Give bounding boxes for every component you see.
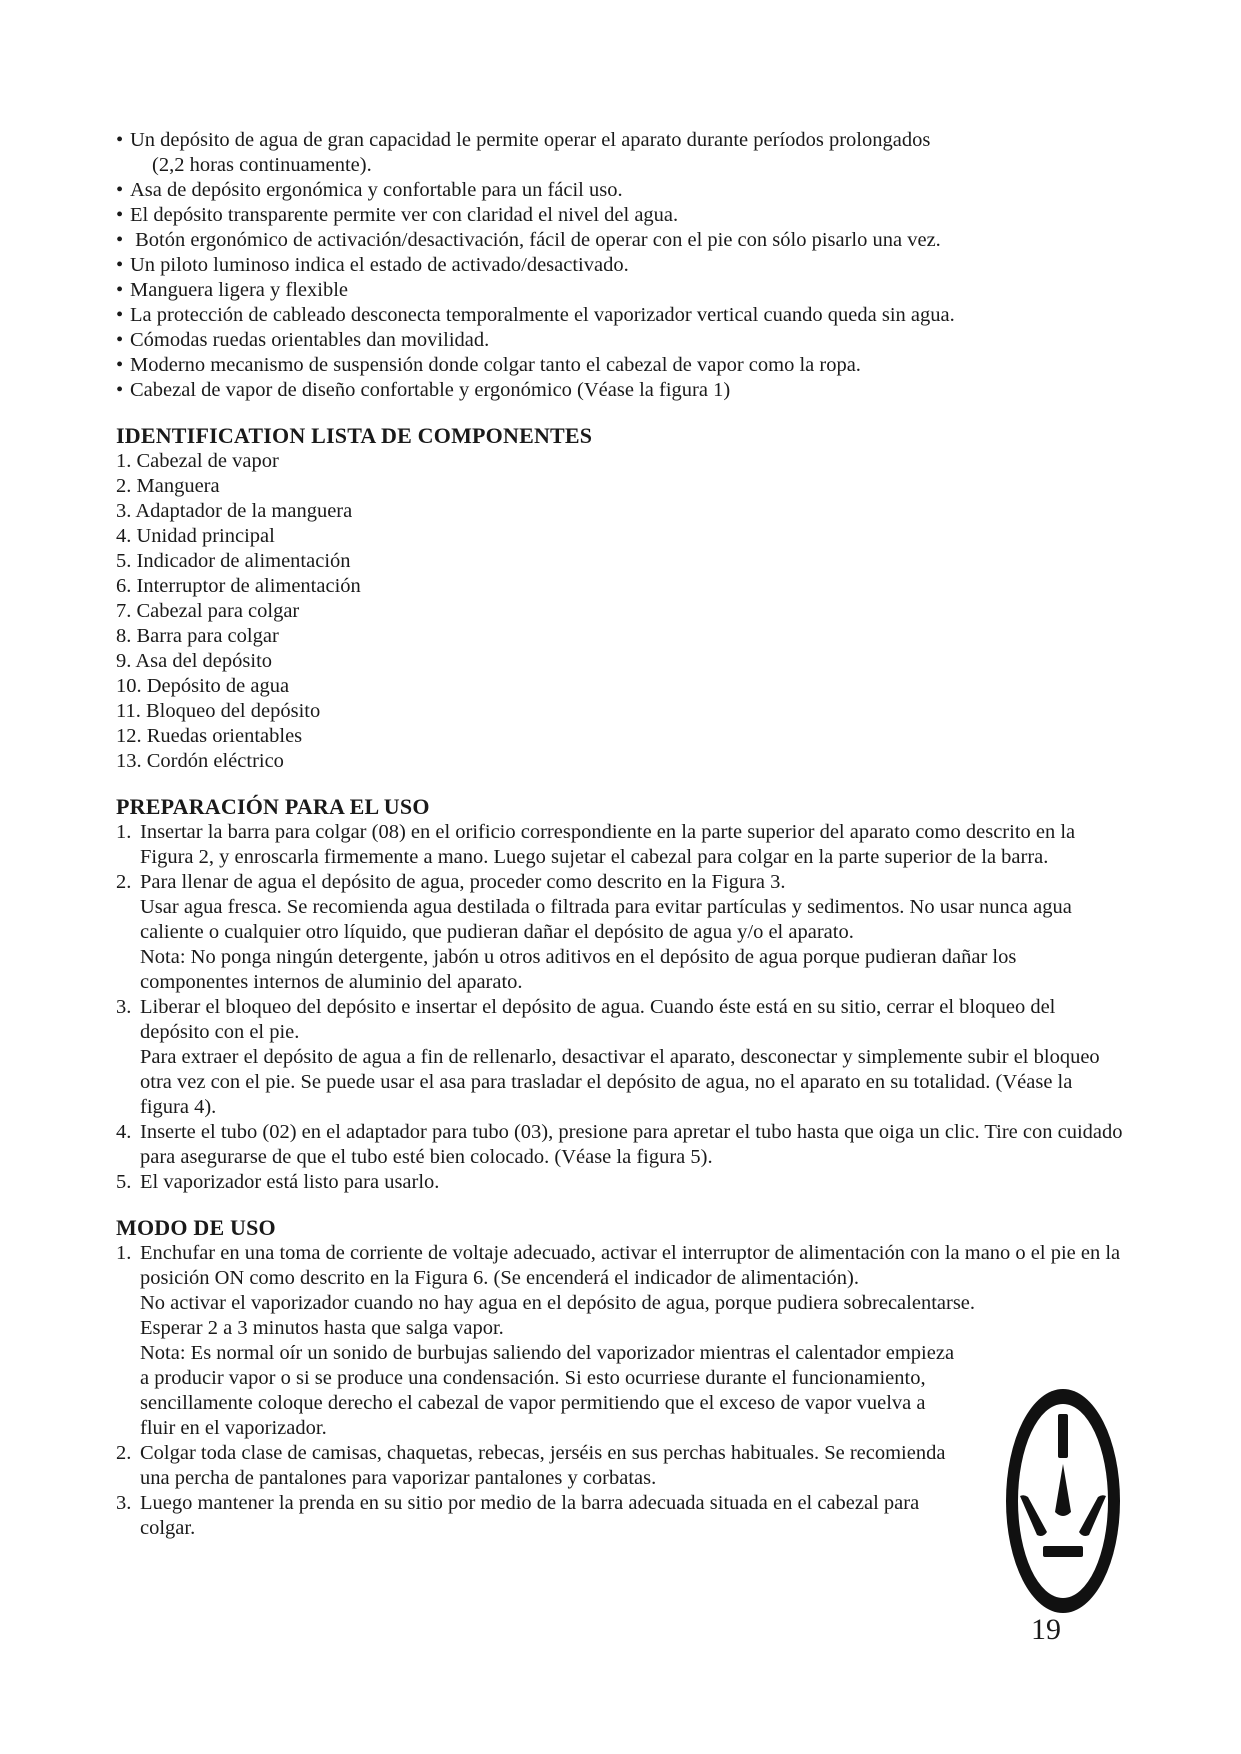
list-item bbox=[116, 820, 1126, 870]
step-text: Inserte el tubo (02) en el adaptador para tubo (03), presione para apretar el tubo hasta que oiga un clic. Tire con cuidado para asegurarse de que el tubo esté bien colocado. (Véase la figura 5). bbox=[140, 1121, 1123, 1168]
list-item: 7. Cabezal para colgar bbox=[116, 600, 300, 622]
preparation-heading: PREPARACIÓN PARA EL USO bbox=[116, 794, 430, 819]
step-text: No activar el vaporizador cuando no hay agua en el depósito de agua, porque pudiera sobrecalentarse. bbox=[140, 1292, 976, 1314]
step-number: 4. bbox=[116, 1121, 132, 1143]
list-item bbox=[116, 253, 1126, 278]
list-item: 4. Unidad principal bbox=[116, 525, 275, 547]
feature-text: Manguera ligera y flexible bbox=[130, 279, 349, 301]
list-item: 11. Bloqueo del depósito bbox=[116, 700, 321, 722]
components-heading: IDENTIFICATION LISTA DE COMPONENTES bbox=[116, 423, 593, 448]
step-text: Colgar toda clase de camisas, chaquetas, rebecas, jerséis en sus perchas habituales. Se recomienda una percha de pantalones para vaporizar pantalones y corbatas. bbox=[140, 1442, 946, 1489]
page-number: 19 bbox=[1031, 1613, 1061, 1646]
page-content bbox=[116, 128, 1126, 1541]
feature-text: Asa de depósito ergonómica y confortable para un fácil uso. bbox=[130, 179, 623, 201]
list-item bbox=[116, 278, 1126, 303]
feature-text: La protección de cableado desconecta temporalmente el vaporizador vertical cuando queda sin agua. bbox=[130, 304, 955, 326]
list-item: 12. Ruedas orientables bbox=[116, 725, 303, 747]
list-item bbox=[116, 328, 1126, 353]
preparation-steps bbox=[116, 820, 1126, 1195]
step-note: Nota: Es normal oír un sonido de burbujas saliendo del vaporizador mientras el calentador empieza a producir vapor o si se produce una condensación. Si esto ocurriese durante el funcionamiento, sencillamente coloque derecho el cabezal de vapor permitiendo que el exceso de vapor vuelva a fluir en el vaporizador. bbox=[140, 1342, 955, 1439]
feature-text: Un depósito de agua de gran capacidad le permite operar el aparato durante períodos prolongados bbox=[130, 129, 931, 151]
step-text: Luego mantener la prenda en su sitio por medio de la barra adecuada situada en el cabezal para colgar. bbox=[140, 1492, 920, 1539]
list-item bbox=[116, 1491, 960, 1541]
step-text: Esperar 2 a 3 minutos hasta que salga vapor. bbox=[140, 1317, 504, 1339]
components-list bbox=[116, 449, 1126, 774]
list-item bbox=[116, 1441, 960, 1491]
feature-text: Botón ergonómico de activación/desactivación, fácil de operar con el pie con sólo pisarlo una vez. bbox=[130, 229, 941, 251]
list-item bbox=[116, 353, 1126, 378]
list-item bbox=[116, 1170, 1126, 1195]
feature-text: El depósito transparente permite ver con claridad el nivel del agua. bbox=[130, 204, 679, 226]
feature-continuation: (2,2 horas continuamente). bbox=[152, 154, 372, 176]
usage-heading: MODO DE USO bbox=[116, 1215, 276, 1240]
feature-text: Moderno mecanismo de suspensión donde colgar tanto el cabezal de vapor como la ropa. bbox=[130, 354, 861, 376]
list-item bbox=[116, 228, 1126, 253]
step-number: 5. bbox=[116, 1171, 132, 1193]
feature-text: Cómodas ruedas orientables dan movilidad. bbox=[130, 329, 490, 351]
feature-list bbox=[116, 128, 1126, 403]
list-item bbox=[116, 203, 1126, 228]
step-number: 1. bbox=[116, 1242, 132, 1264]
list-item: 8. Barra para colgar bbox=[116, 625, 279, 647]
list-item: 1. Cabezal de vapor bbox=[116, 450, 279, 472]
list-item bbox=[116, 1120, 1126, 1170]
step-text: Para extraer el depósito de agua a fin de rellenarlo, desactivar el aparato, desconectar y simplemente subir el bloqueo otra vez con el pie. Se puede usar el asa para trasladar el depósito de agua, no el aparato en su totalidad. (Véase la figura 4). bbox=[140, 1046, 1100, 1118]
feature-text: Un piloto luminoso indica el estado de activado/desactivado. bbox=[130, 254, 629, 276]
list-item: 2. Manguera bbox=[116, 475, 220, 497]
list-item: 6. Interruptor de alimentación bbox=[116, 575, 361, 597]
list-item bbox=[116, 995, 1126, 1120]
step-note: Nota: No ponga ningún detergente, jabón u otros aditivos en el depósito de agua porque pudieran dañar los componentes internos de aluminio del aparato. bbox=[140, 946, 1017, 993]
step-text: Liberar el bloqueo del depósito e insertar el depósito de agua. Cuando éste está en su sitio, cerrar el bloqueo del depósito con el pie. bbox=[140, 996, 1056, 1043]
feature-text: Cabezal de vapor de diseño confortable y ergonómico (Véase la figura 1) bbox=[130, 379, 731, 401]
list-item bbox=[116, 1241, 1126, 1441]
list-item bbox=[116, 378, 1126, 403]
list-item bbox=[116, 870, 1126, 995]
step-text: Insertar la barra para colgar (08) en el orificio correspondiente en la parte superior del aparato como descrito en la Figura 2, y enroscarla firmemente a mano. Luego sujetar el cabezal para colgar en la parte superior de la barra. bbox=[140, 821, 1076, 868]
step-number: 3. bbox=[116, 1492, 132, 1514]
list-item: 13. Cordón eléctrico bbox=[116, 750, 284, 772]
list-item bbox=[116, 303, 1126, 328]
step-number: 1. bbox=[116, 821, 132, 843]
step-text: El vaporizador está listo para usarlo. bbox=[140, 1171, 440, 1193]
step-number: 2. bbox=[116, 1442, 132, 1464]
step-text: Para llenar de agua el depósito de agua, proceder como descrito en la Figura 3. bbox=[140, 871, 786, 893]
list-item: 9. Asa del depósito bbox=[116, 650, 273, 672]
usage-steps bbox=[116, 1241, 1126, 1541]
list-item bbox=[116, 128, 1126, 178]
step-number: 2. bbox=[116, 871, 132, 893]
list-item: 3. Adaptador de la manguera bbox=[116, 500, 353, 522]
list-item bbox=[116, 178, 1126, 203]
steam-symbol-icon bbox=[1003, 1386, 1123, 1616]
step-text: Usar agua fresca. Se recomienda agua destilada o filtrada para evitar partículas y sedimentos. No usar nunca agua caliente o cualquier otro líquido, que pudieran dañar el depósito de agua y/o el aparato. bbox=[140, 896, 1072, 943]
step-text: Enchufar en una toma de corriente de voltaje adecuado, activar el interruptor de alimentación con la mano o el pie en la posición ON como descrito en la Figura 6. (Se encenderá el indicador de alimentación). bbox=[140, 1242, 1121, 1289]
step-number: 3. bbox=[116, 996, 132, 1018]
list-item: 10. Depósito de agua bbox=[116, 675, 290, 697]
list-item: 5. Indicador de alimentación bbox=[116, 550, 351, 572]
